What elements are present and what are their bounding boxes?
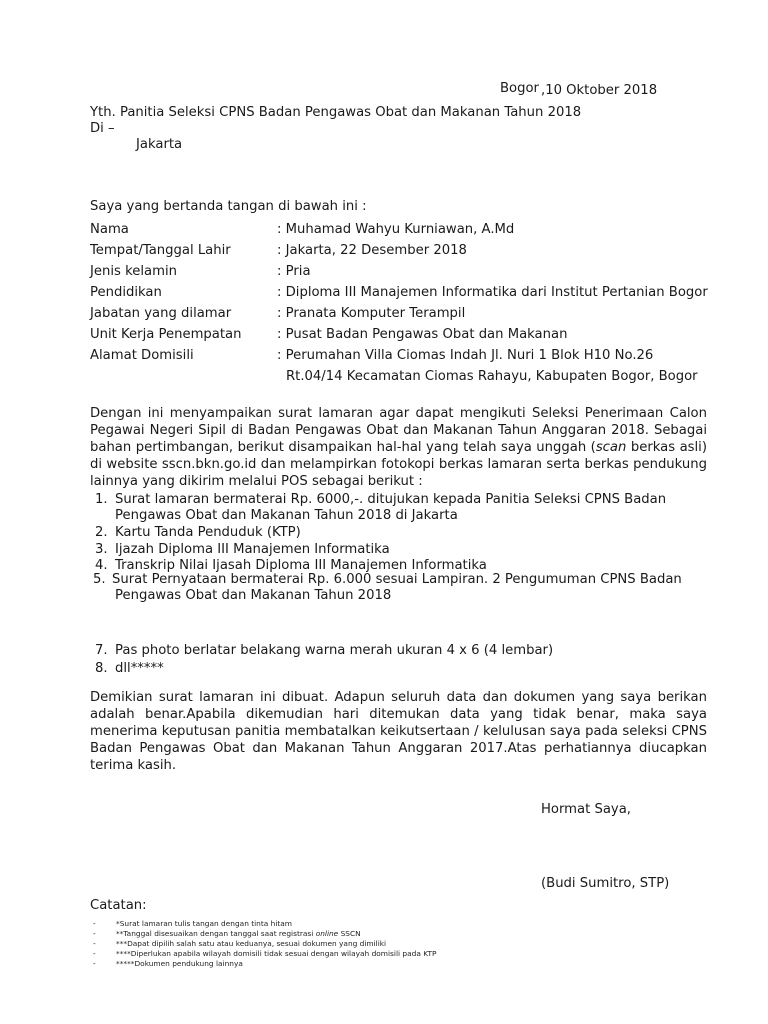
body-text-part: Dengan ini menyampaikan surat lamaran agar dapat mengikuti Seleksi Penerimaan Calon Pegawai Negeri Sipil di Badan Pengawas Obat dan Makanan Tahun Anggaran 2018. Sebagai bahan pertimbangan, berikut disampaikan hal-hal yang telah saya unggah ( [90, 406, 707, 455]
field-label: Tempat/Tanggal Lahir [90, 243, 231, 258]
note-bullet: - [93, 949, 96, 958]
list-number: 2. [95, 525, 108, 540]
note-bullet: - [93, 959, 96, 968]
addressee-di: Di – [90, 121, 115, 136]
note-text: SSCN [340, 929, 361, 938]
list-text: Surat lamaran bermaterai Rp. 6000,-. ditujukan kepada Panitia Seleksi CPNS Badan [115, 492, 667, 507]
address-line-2: Rt.04/14 Kecamatan Ciomas Rahayu, Kabupaten Bogor, Bogor [286, 369, 698, 384]
field-value: : Pria [277, 264, 311, 279]
note-text: **Tanggal disesuaikan dengan tanggal saat registrasi [116, 929, 314, 938]
list-number: 7. [95, 643, 108, 658]
field-label: Jenis kelamin [90, 264, 177, 279]
closing-paragraph: Demikian surat lamaran ini dibuat. Adapun seluruh data dan dokumen yang saya berikan adalah benar.Apabila dikemudian hari ditemukan data yang tidak benar, maka saya menerima keputusan panitia membatalkan keikutsertaan / kelulusan saya pada seleksi CPNS Badan Pengawas Obat dan Makanan Tahun Anggaran 2017.Atas perhatiannya diucapkan terima kasih. [90, 690, 707, 773]
note-bullet: - [93, 939, 96, 948]
field-value: : Perumahan Villa Ciomas Indah Jl. Nuri 1 Blok H10 No.26 [277, 348, 654, 363]
letter-date: ,10 Oktober 2018 [541, 83, 658, 98]
field-label: Nama [90, 222, 129, 237]
addressee-city: Jakarta [136, 137, 183, 152]
field-label: Jabatan yang dilamar [90, 306, 232, 321]
list-text: Ijazah Diploma III Manajemen Informatika [115, 542, 390, 557]
note-italic: online [315, 929, 339, 938]
intro-text: Saya yang bertanda tangan di bawah ini : [90, 199, 367, 214]
body-text-italic: scan [595, 440, 627, 455]
letter-date-city: Bogor [500, 81, 539, 96]
list-text: Kartu Tanda Penduduk (KTP) [115, 525, 301, 540]
signature-name: (Budi Sumitro, STP) [541, 876, 670, 891]
list-text: Pengawas Obat dan Makanan Tahun 2018 [115, 588, 392, 603]
list-text: Pas photo berlatar belakang warna merah ukuran 4 x 6 (4 lembar) [115, 643, 554, 658]
field-value: : Diploma III Manajemen Informatika dari Institut Pertanian Bogor [277, 285, 708, 300]
note-item: ****Diperlukan apabila wilayah domisili tidak sesuai dengan wilayah domisili pada KTP [116, 949, 437, 958]
list-number: 4. [95, 558, 108, 573]
signature-greeting: Hormat Saya, [541, 802, 631, 817]
list-text: Transkrip Nilai Ijasah Diploma III Manajemen Informatika [115, 558, 487, 573]
list-number: 8. [95, 661, 108, 676]
list-text: Surat Pernyataan bermaterai Rp. 6.000 sesuai Lampiran. 2 Pengumuman CPNS Badan [112, 572, 682, 587]
field-value: : Pusat Badan Pengawas Obat dan Makanan [277, 327, 568, 342]
list-text: dll***** [115, 661, 164, 676]
addressee: Yth. Panitia Seleksi CPNS Badan Pengawas Obat dan Makanan Tahun 2018 [90, 105, 582, 120]
field-value: : Pranata Komputer Terampil [277, 306, 466, 321]
list-number: 5. [93, 572, 106, 587]
body-text-part: berkas asli) di website sscn.bkn.go.id dan melampirkan fotokopi berkas lamaran serta berkas pendukung lainnya yang dikirim melalui POS sebagai berikut : [90, 440, 707, 489]
field-label: Alamat Domisili [90, 348, 194, 363]
notes-title: Catatan: [90, 898, 147, 913]
note-bullet: - [93, 919, 96, 928]
note-item: *Surat lamaran tulis tangan dengan tinta hitam [116, 919, 293, 928]
note-item: ***Dapat dipilih salah satu atau keduanya, sesuai dokumen yang dimiliki [116, 939, 387, 948]
note-item [116, 929, 361, 939]
note-bullet: - [93, 929, 96, 938]
list-number: 3. [95, 542, 108, 557]
field-label: Pendidikan [90, 285, 162, 300]
note-item: *****Dokumen pendukung lainnya [116, 959, 243, 968]
field-value: : Muhamad Wahyu Kurniawan, A.Md [277, 222, 515, 237]
list-number: 1. [95, 492, 108, 507]
body-paragraph [90, 405, 707, 490]
field-label: Unit Kerja Penempatan [90, 327, 242, 342]
list-text: Pengawas Obat dan Makanan Tahun 2018 di Jakarta [115, 508, 458, 523]
field-value: : Jakarta, 22 Desember 2018 [277, 243, 467, 258]
